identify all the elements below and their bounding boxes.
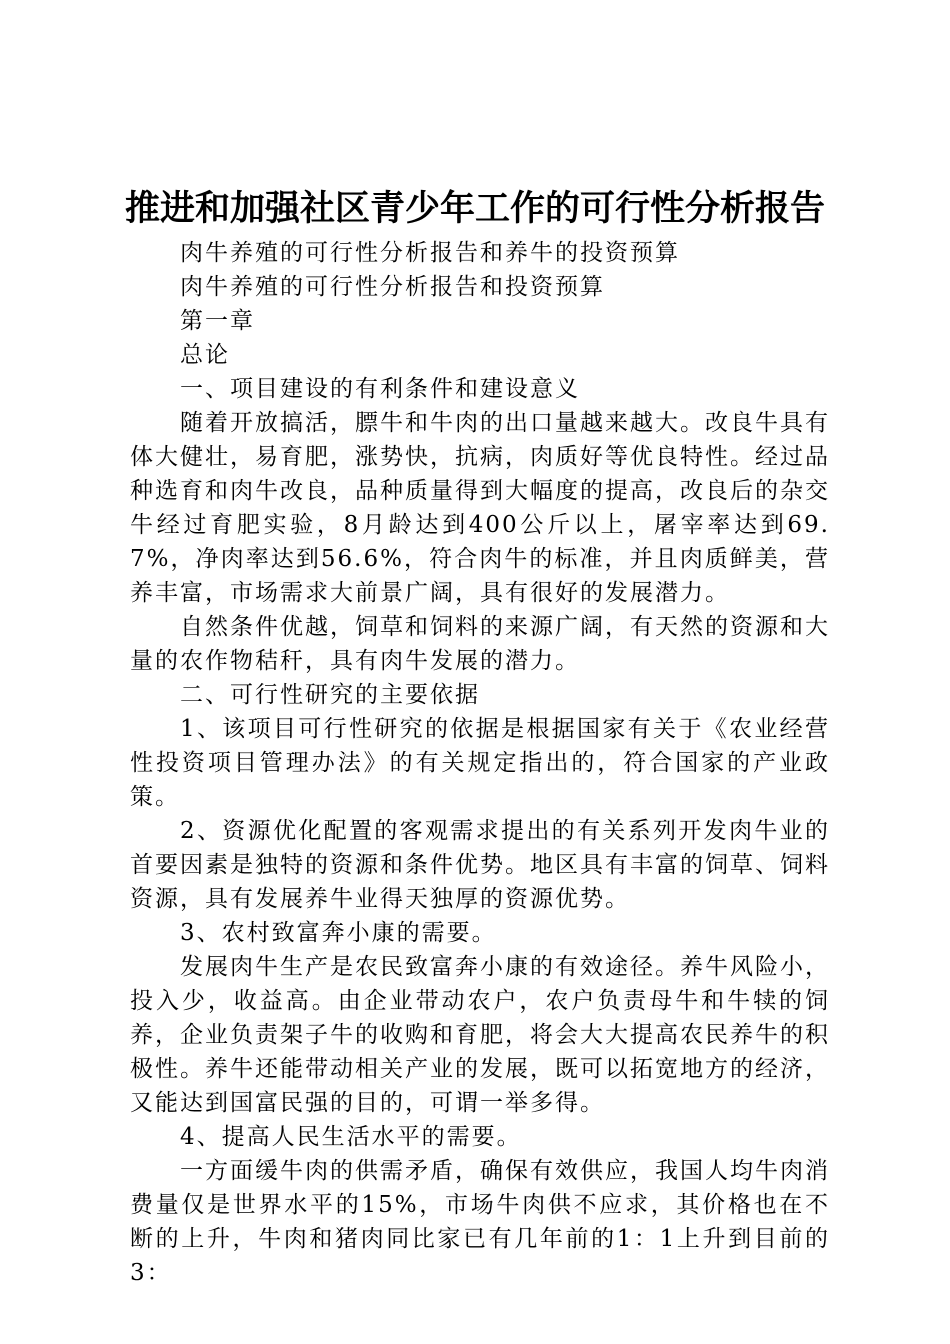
paragraph-body: 随着开放搞活，膘牛和牛肉的出口量越来越大。改良牛具有体大健壮，易育肥，涨势快，抗病，肉质好等优良特性。经过品种选育和肉牛改良，品种质量得到大幅度的提高，改良后的杂交牛经过育肥实验，8月龄达到400公斤以上，屠宰率达到69.7%，净肉率达到56.6%，符合肉牛的标准，并且肉质鲜美，营养丰富，市场需求大前景广阔，具有很好的发展潜力。 xyxy=(130,410,830,606)
document-title: 推进和加强社区青少年工作的可行性分析报告 xyxy=(124,189,825,229)
paragraph-chapter: 第一章 xyxy=(180,308,255,334)
section-heading-1: 一、项目建设的有利条件和建设意义 xyxy=(180,376,580,402)
section-heading-2: 二、可行性研究的主要依据 xyxy=(180,682,480,708)
paragraph-body: 1、该项目可行性研究的依据是根据国家有关于《农业经营性投资项目管理办法》的有关规定指出的，符合国家的产业政策。 xyxy=(130,716,830,810)
list-heading-3: 3、农村致富奔小康的需要。 xyxy=(180,920,497,946)
paragraph-body: 发展肉牛生产是农民致富奔小康的有效途径。养牛风险小，投入少，收益高。由企业带动农户，农户负责母牛和牛犊的饲养，企业负责架子牛的收购和育肥，将会大大提高农民养牛的积极性。养牛还能带动相关产业的发展，既可以拓宽地方的经济，又能达到国富民强的目的，可谓一举多得。 xyxy=(130,954,830,1116)
paragraph-overview: 总论 xyxy=(180,342,230,368)
list-heading-4: 4、提高人民生活水平的需要。 xyxy=(180,1124,522,1150)
paragraph-body: 自然条件优越，饲草和饲料的来源广阔，有天然的资源和大量的农作物秸秆，具有肉牛发展的潜力。 xyxy=(130,614,830,674)
paragraph-body: 2、资源优化配置的客观需求提出的有关系列开发肉牛业的首要因素是独特的资源和条件优势。地区具有丰富的饲草、饲料资源，具有发展养牛业得天独厚的资源优势。 xyxy=(130,818,830,912)
document-body xyxy=(130,236,830,1290)
paragraph-subtitle-2: 肉牛养殖的可行性分析报告和投资预算 xyxy=(180,274,605,300)
paragraph-subtitle-1: 肉牛养殖的可行性分析报告和养牛的投资预算 xyxy=(180,240,680,266)
paragraph-body: 一方面缓牛肉的供需矛盾，确保有效供应，我国人均牛肉消费量仅是世界水平的15%，市场牛肉供不应求，其价格也在不断的上升，牛肉和猪肉同比家已有几年前的1：1上升到目前的3： xyxy=(130,1158,830,1286)
